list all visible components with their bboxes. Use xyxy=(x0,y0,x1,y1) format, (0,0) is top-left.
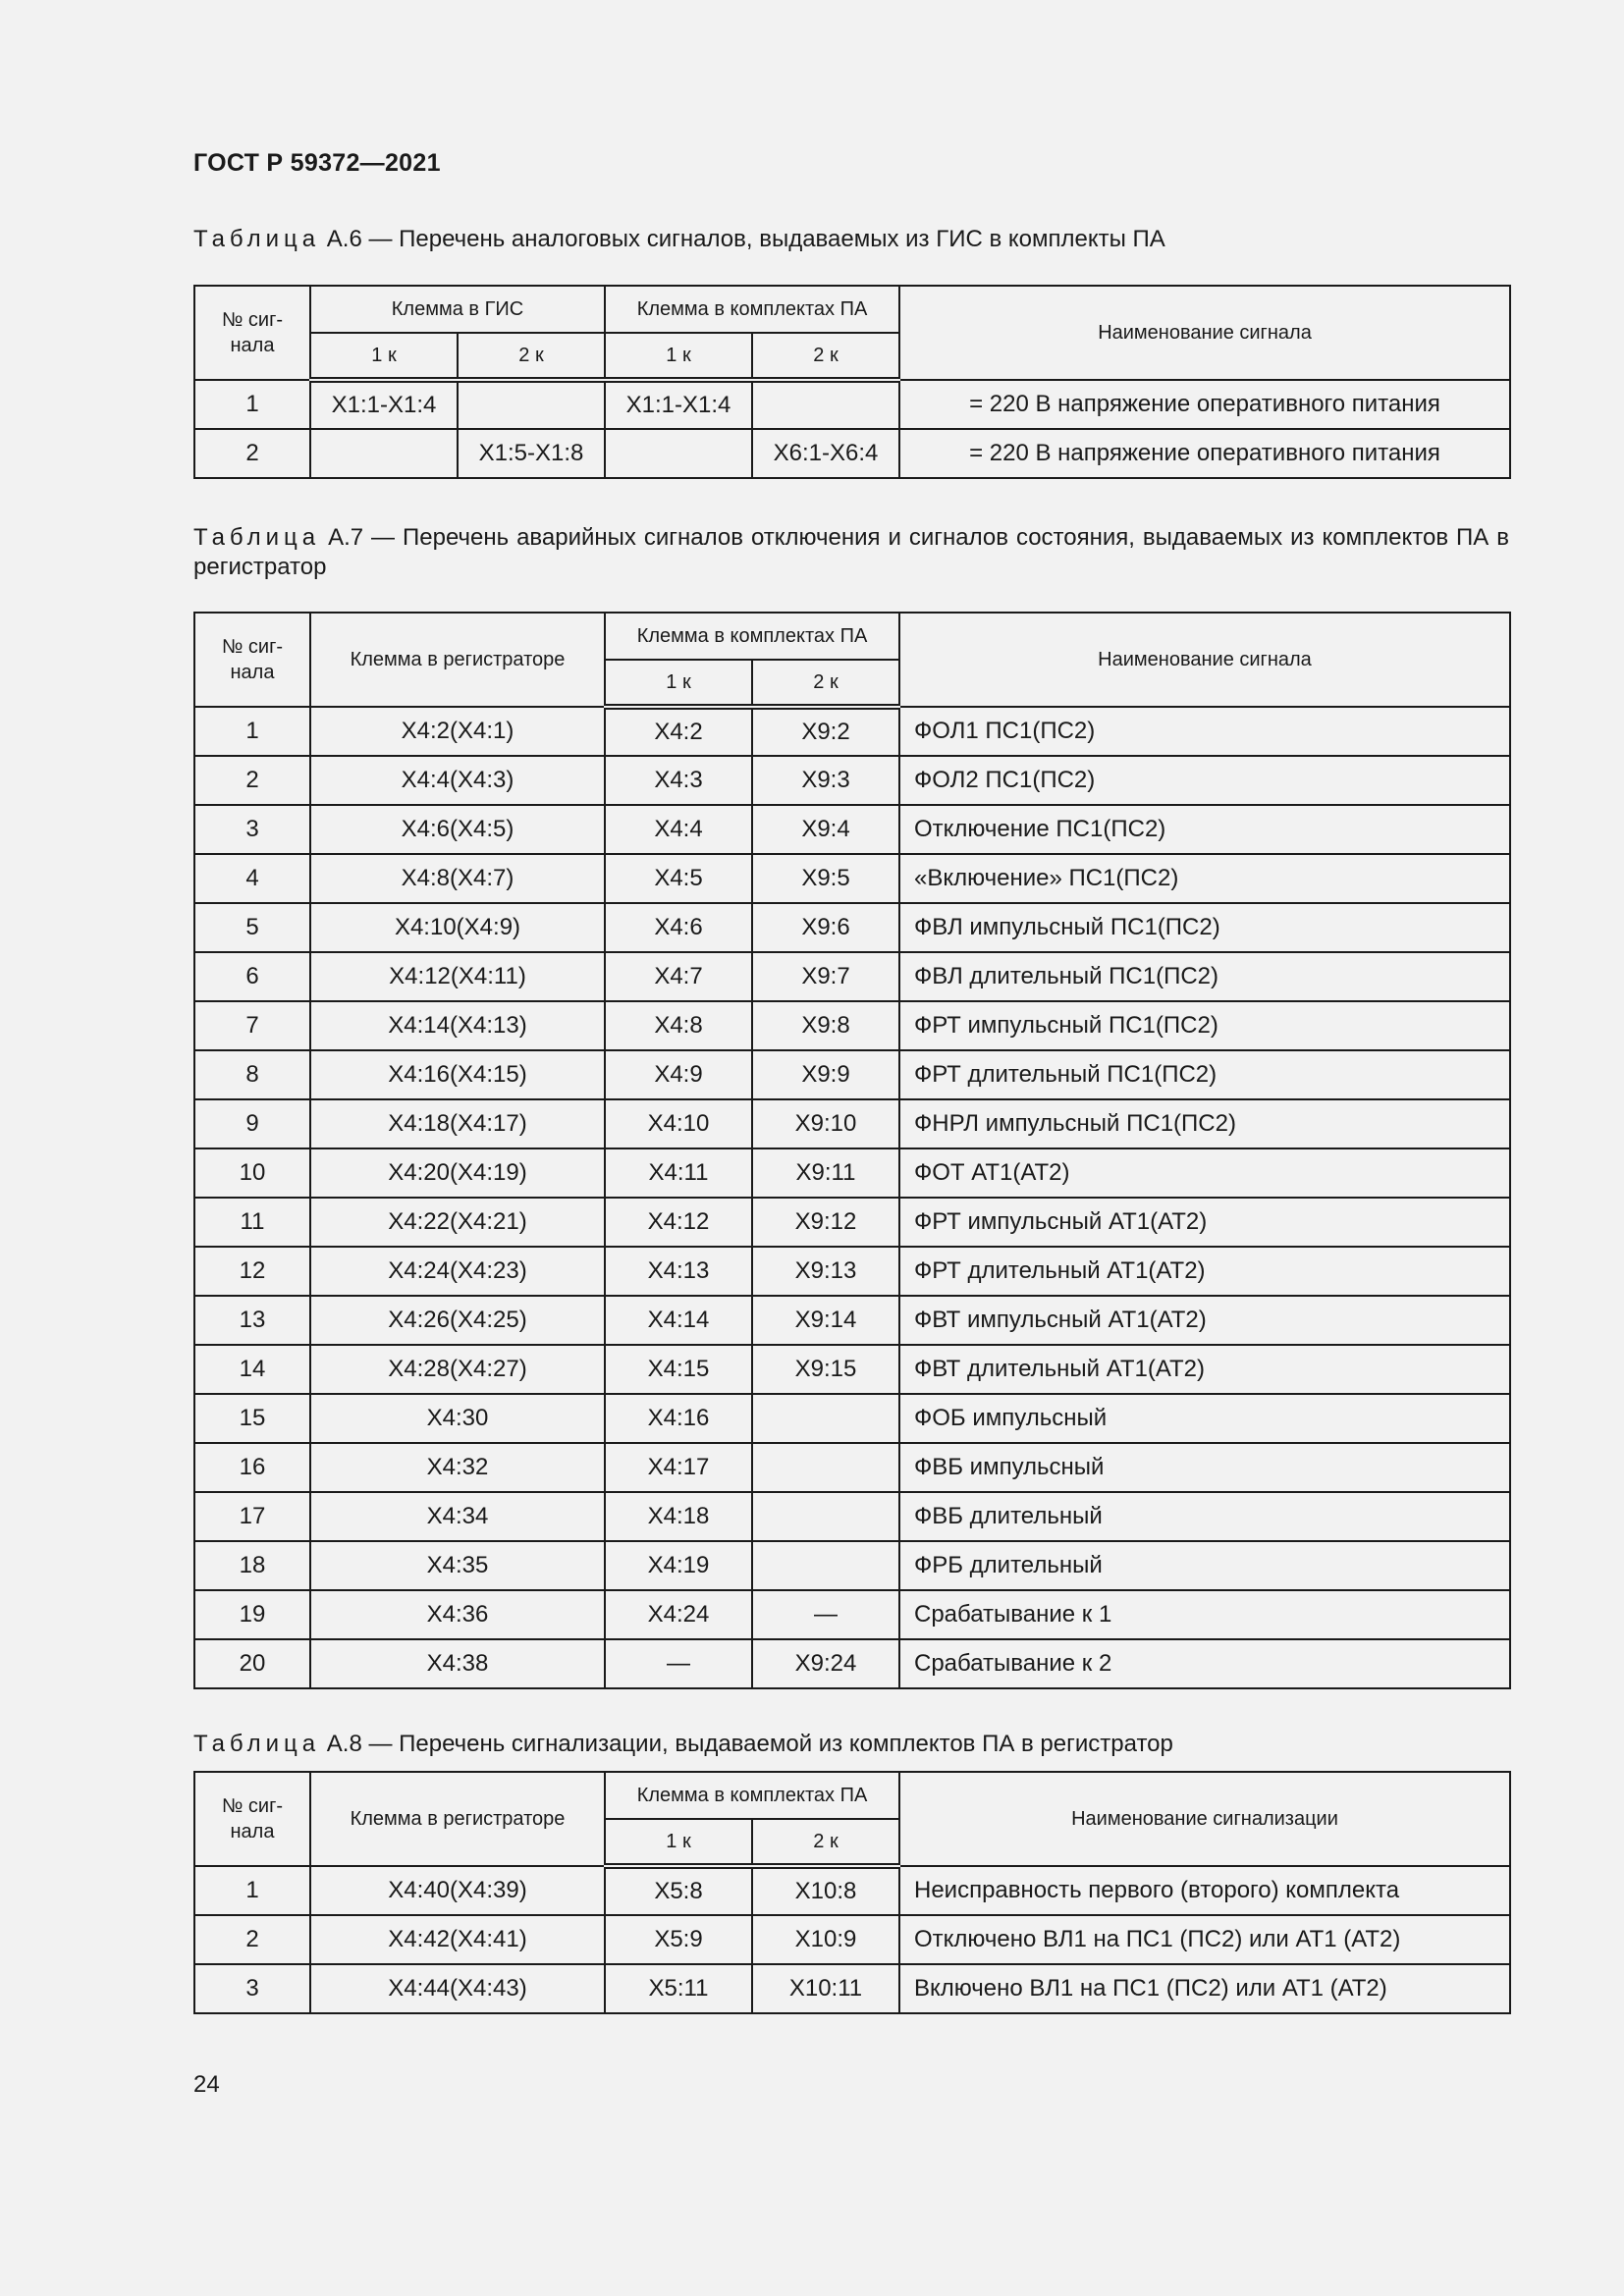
header-pa-group: Клемма в комплектах ПА xyxy=(605,1772,899,1819)
header-num: № сиг- нала xyxy=(194,1772,310,1866)
header-pa-k2: 2 к xyxy=(752,660,899,707)
cell-pa2 xyxy=(752,1443,899,1492)
header-gis-k2: 2 к xyxy=(458,333,605,380)
cell-name: ФОЛ2 ПС1(ПС2) xyxy=(899,756,1510,805)
table-row xyxy=(194,1964,1510,2013)
cell-num: 14 xyxy=(194,1345,310,1394)
cell-name: ФОТ АТ1(АТ2) xyxy=(899,1148,1510,1198)
cell-pa1: X4:2 xyxy=(605,707,752,756)
cell-pa2: X9:9 xyxy=(752,1050,899,1099)
cell-num: 7 xyxy=(194,1001,310,1050)
cell-reg: X4:32 xyxy=(310,1443,605,1492)
header-gis-k1: 1 к xyxy=(310,333,458,380)
cell-pa1: X5:11 xyxy=(605,1964,752,2013)
cell-pa1: X4:19 xyxy=(605,1541,752,1590)
table-a8 xyxy=(193,1771,1511,2014)
cell-num: 13 xyxy=(194,1296,310,1345)
cell-reg: X4:28(X4:27) xyxy=(310,1345,605,1394)
cell-pa1: X4:10 xyxy=(605,1099,752,1148)
cell-name: ФРТ длительный ПС1(ПС2) xyxy=(899,1050,1510,1099)
cell-gis1: X1:1-X1:4 xyxy=(310,380,458,429)
table-row xyxy=(194,1492,1510,1541)
cell-reg: X4:26(X4:25) xyxy=(310,1296,605,1345)
header-gis-group: Клемма в ГИС xyxy=(310,286,605,333)
cell-name: ФВБ длительный xyxy=(899,1492,1510,1541)
cell-reg: X4:30 xyxy=(310,1394,605,1443)
cell-name: Включено ВЛ1 на ПС1 (ПС2) или АТ1 (АТ2) xyxy=(899,1964,1510,2013)
cell-reg: X4:36 xyxy=(310,1590,605,1639)
cell-reg: X4:10(X4:9) xyxy=(310,903,605,952)
cell-pa2: X9:11 xyxy=(752,1148,899,1198)
cell-pa1 xyxy=(605,429,752,478)
cell-name: ФВБ импульсный xyxy=(899,1443,1510,1492)
cell-pa2: X9:15 xyxy=(752,1345,899,1394)
cell-num: 5 xyxy=(194,903,310,952)
cell-pa1: X4:5 xyxy=(605,854,752,903)
table-row xyxy=(194,1345,1510,1394)
header-pa-k1: 1 к xyxy=(605,660,752,707)
cell-num: 2 xyxy=(194,429,310,478)
table-row xyxy=(194,805,1510,854)
cell-name: ФВТ импульсный АТ1(АТ2) xyxy=(899,1296,1510,1345)
cell-name: Срабатывание к 1 xyxy=(899,1590,1510,1639)
header-name: Наименование сигнализации xyxy=(899,1772,1510,1866)
cell-num: 3 xyxy=(194,805,310,854)
cell-pa2: X9:24 xyxy=(752,1639,899,1688)
cell-pa2 xyxy=(752,1492,899,1541)
cell-num: 19 xyxy=(194,1590,310,1639)
table-a6-caption xyxy=(193,225,1509,254)
cell-reg: X4:38 xyxy=(310,1639,605,1688)
table-row xyxy=(194,952,1510,1001)
cell-name: ФВТ длительный АТ1(АТ2) xyxy=(899,1345,1510,1394)
table-row xyxy=(194,1541,1510,1590)
table-row xyxy=(194,1866,1510,1915)
table-row xyxy=(194,756,1510,805)
cell-num: 9 xyxy=(194,1099,310,1148)
table-row xyxy=(194,429,1510,478)
header-pa-k2: 2 к xyxy=(752,1819,899,1866)
cell-name: Отключено ВЛ1 на ПС1 (ПС2) или АТ1 (АТ2) xyxy=(899,1915,1510,1964)
document-header: ГОСТ Р 59372—2021 xyxy=(193,149,441,177)
cell-pa1: — xyxy=(605,1639,752,1688)
cell-pa2: X10:11 xyxy=(752,1964,899,2013)
cell-name: «Включение» ПС1(ПС2) xyxy=(899,854,1510,903)
cell-name: ФВЛ импульсный ПС1(ПС2) xyxy=(899,903,1510,952)
cell-num: 8 xyxy=(194,1050,310,1099)
cell-num: 1 xyxy=(194,380,310,429)
cell-reg: X4:24(X4:23) xyxy=(310,1247,605,1296)
cell-gis1 xyxy=(310,429,458,478)
table-row xyxy=(194,1394,1510,1443)
cell-num: 12 xyxy=(194,1247,310,1296)
cell-name: = 220 В напряжение оперативного питания xyxy=(899,380,1510,429)
cell-pa1: X4:14 xyxy=(605,1296,752,1345)
cell-pa1: X1:1-X1:4 xyxy=(605,380,752,429)
cell-name: ФОЛ1 ПС1(ПС2) xyxy=(899,707,1510,756)
cell-num: 18 xyxy=(194,1541,310,1590)
cell-pa1: X4:11 xyxy=(605,1148,752,1198)
cell-pa1: X4:13 xyxy=(605,1247,752,1296)
cell-pa1: X4:16 xyxy=(605,1394,752,1443)
table-row xyxy=(194,1915,1510,1964)
cell-pa2: X9:10 xyxy=(752,1099,899,1148)
table-a7-caption xyxy=(193,523,1509,582)
cell-num: 1 xyxy=(194,1866,310,1915)
table-row xyxy=(194,1198,1510,1247)
table-row xyxy=(194,1050,1510,1099)
cell-pa1: X4:8 xyxy=(605,1001,752,1050)
caption-text: А.8 — Перечень сигнализации, выдаваемой из комплектов ПА в регистратор xyxy=(320,1731,1173,1757)
table-row xyxy=(194,1443,1510,1492)
table-row xyxy=(194,1639,1510,1688)
cell-name: ФРТ импульсный АТ1(АТ2) xyxy=(899,1198,1510,1247)
header-reg: Клемма в регистраторе xyxy=(310,613,605,707)
caption-label: Таблица xyxy=(193,524,321,551)
cell-num: 6 xyxy=(194,952,310,1001)
caption-label: Таблица xyxy=(193,226,321,252)
table-row xyxy=(194,1099,1510,1148)
header-name: Наименование сигнала xyxy=(899,613,1510,707)
cell-reg: X4:40(X4:39) xyxy=(310,1866,605,1915)
cell-pa1: X4:3 xyxy=(605,756,752,805)
cell-reg: X4:18(X4:17) xyxy=(310,1099,605,1148)
cell-pa2: X9:12 xyxy=(752,1198,899,1247)
cell-pa2 xyxy=(752,380,899,429)
cell-reg: X4:12(X4:11) xyxy=(310,952,605,1001)
cell-name: Срабатывание к 2 xyxy=(899,1639,1510,1688)
cell-pa2: X9:4 xyxy=(752,805,899,854)
cell-pa1: X4:4 xyxy=(605,805,752,854)
header-pa-k1: 1 к xyxy=(605,333,752,380)
cell-pa1: X4:17 xyxy=(605,1443,752,1492)
cell-pa2 xyxy=(752,1541,899,1590)
cell-pa2: X9:7 xyxy=(752,952,899,1001)
cell-pa2: X9:14 xyxy=(752,1296,899,1345)
cell-reg: X4:42(X4:41) xyxy=(310,1915,605,1964)
cell-pa1: X5:8 xyxy=(605,1866,752,1915)
cell-name: ФРБ длительный xyxy=(899,1541,1510,1590)
cell-reg: X4:22(X4:21) xyxy=(310,1198,605,1247)
cell-reg: X4:4(X4:3) xyxy=(310,756,605,805)
cell-num: 10 xyxy=(194,1148,310,1198)
cell-pa1: X4:24 xyxy=(605,1590,752,1639)
header-reg: Клемма в регистраторе xyxy=(310,1772,605,1866)
cell-name: ФРТ импульсный ПС1(ПС2) xyxy=(899,1001,1510,1050)
cell-pa2: X9:3 xyxy=(752,756,899,805)
cell-num: 2 xyxy=(194,1915,310,1964)
table-a8-caption xyxy=(193,1730,1509,1759)
cell-num: 1 xyxy=(194,707,310,756)
header-num: № сиг- нала xyxy=(194,613,310,707)
cell-reg: X4:16(X4:15) xyxy=(310,1050,605,1099)
cell-gis2 xyxy=(458,380,605,429)
cell-pa1: X4:12 xyxy=(605,1198,752,1247)
cell-pa2: — xyxy=(752,1590,899,1639)
cell-num: 20 xyxy=(194,1639,310,1688)
cell-pa2 xyxy=(752,1394,899,1443)
table-a6 xyxy=(193,285,1511,479)
cell-reg: X4:14(X4:13) xyxy=(310,1001,605,1050)
cell-num: 16 xyxy=(194,1443,310,1492)
header-pa-k2: 2 к xyxy=(752,333,899,380)
cell-name: ФРТ длительный АТ1(АТ2) xyxy=(899,1247,1510,1296)
table-row xyxy=(194,707,1510,756)
cell-pa2: X10:8 xyxy=(752,1866,899,1915)
table-row xyxy=(194,1590,1510,1639)
caption-text: А.6 — Перечень аналоговых сигналов, выдаваемых из ГИС в комплекты ПА xyxy=(320,226,1165,252)
cell-name: ФВЛ длительный ПС1(ПС2) xyxy=(899,952,1510,1001)
cell-pa2: X9:13 xyxy=(752,1247,899,1296)
table-a7 xyxy=(193,612,1511,1689)
header-name: Наименование сигнала xyxy=(899,286,1510,380)
header-pa-k1: 1 к xyxy=(605,1819,752,1866)
cell-reg: X4:6(X4:5) xyxy=(310,805,605,854)
cell-pa2: X9:8 xyxy=(752,1001,899,1050)
table-row xyxy=(194,1148,1510,1198)
cell-reg: X4:34 xyxy=(310,1492,605,1541)
header-num: № сиг- нала xyxy=(194,286,310,380)
table-row xyxy=(194,1247,1510,1296)
cell-num: 4 xyxy=(194,854,310,903)
cell-pa2: X9:2 xyxy=(752,707,899,756)
cell-num: 2 xyxy=(194,756,310,805)
cell-pa2: X10:9 xyxy=(752,1915,899,1964)
cell-name: ФНРЛ импульсный ПС1(ПС2) xyxy=(899,1099,1510,1148)
cell-num: 15 xyxy=(194,1394,310,1443)
table-row xyxy=(194,380,1510,429)
cell-pa1: X4:6 xyxy=(605,903,752,952)
table-row xyxy=(194,1296,1510,1345)
cell-pa2: X9:5 xyxy=(752,854,899,903)
caption-text: А.7 — Перечень аварийных сигналов отключения и сигналов состояния, выдаваемых из комплектов ПА в регистратор xyxy=(193,524,1509,580)
cell-name: Отключение ПС1(ПС2) xyxy=(899,805,1510,854)
cell-reg: X4:2(X4:1) xyxy=(310,707,605,756)
cell-num: 11 xyxy=(194,1198,310,1247)
cell-gis2: X1:5-X1:8 xyxy=(458,429,605,478)
cell-num: 17 xyxy=(194,1492,310,1541)
cell-reg: X4:8(X4:7) xyxy=(310,854,605,903)
cell-reg: X4:35 xyxy=(310,1541,605,1590)
cell-reg: X4:20(X4:19) xyxy=(310,1148,605,1198)
cell-name: ФОБ импульсный xyxy=(899,1394,1510,1443)
header-pa-group: Клемма в комплектах ПА xyxy=(605,286,899,333)
cell-name: = 220 В напряжение оперативного питания xyxy=(899,429,1510,478)
cell-pa1: X4:18 xyxy=(605,1492,752,1541)
header-pa-group: Клемма в комплектах ПА xyxy=(605,613,899,660)
cell-pa1: X4:7 xyxy=(605,952,752,1001)
cell-pa1: X5:9 xyxy=(605,1915,752,1964)
table-row xyxy=(194,854,1510,903)
cell-num: 3 xyxy=(194,1964,310,2013)
cell-pa1: X4:9 xyxy=(605,1050,752,1099)
table-row xyxy=(194,903,1510,952)
page-number: 24 xyxy=(193,2071,220,2098)
cell-name: Неисправность первого (второго) комплекта xyxy=(899,1866,1510,1915)
table-row xyxy=(194,1001,1510,1050)
caption-label: Таблица xyxy=(193,1731,321,1757)
cell-pa2: X6:1-X6:4 xyxy=(752,429,899,478)
cell-pa2: X9:6 xyxy=(752,903,899,952)
cell-reg: X4:44(X4:43) xyxy=(310,1964,605,2013)
cell-pa1: X4:15 xyxy=(605,1345,752,1394)
